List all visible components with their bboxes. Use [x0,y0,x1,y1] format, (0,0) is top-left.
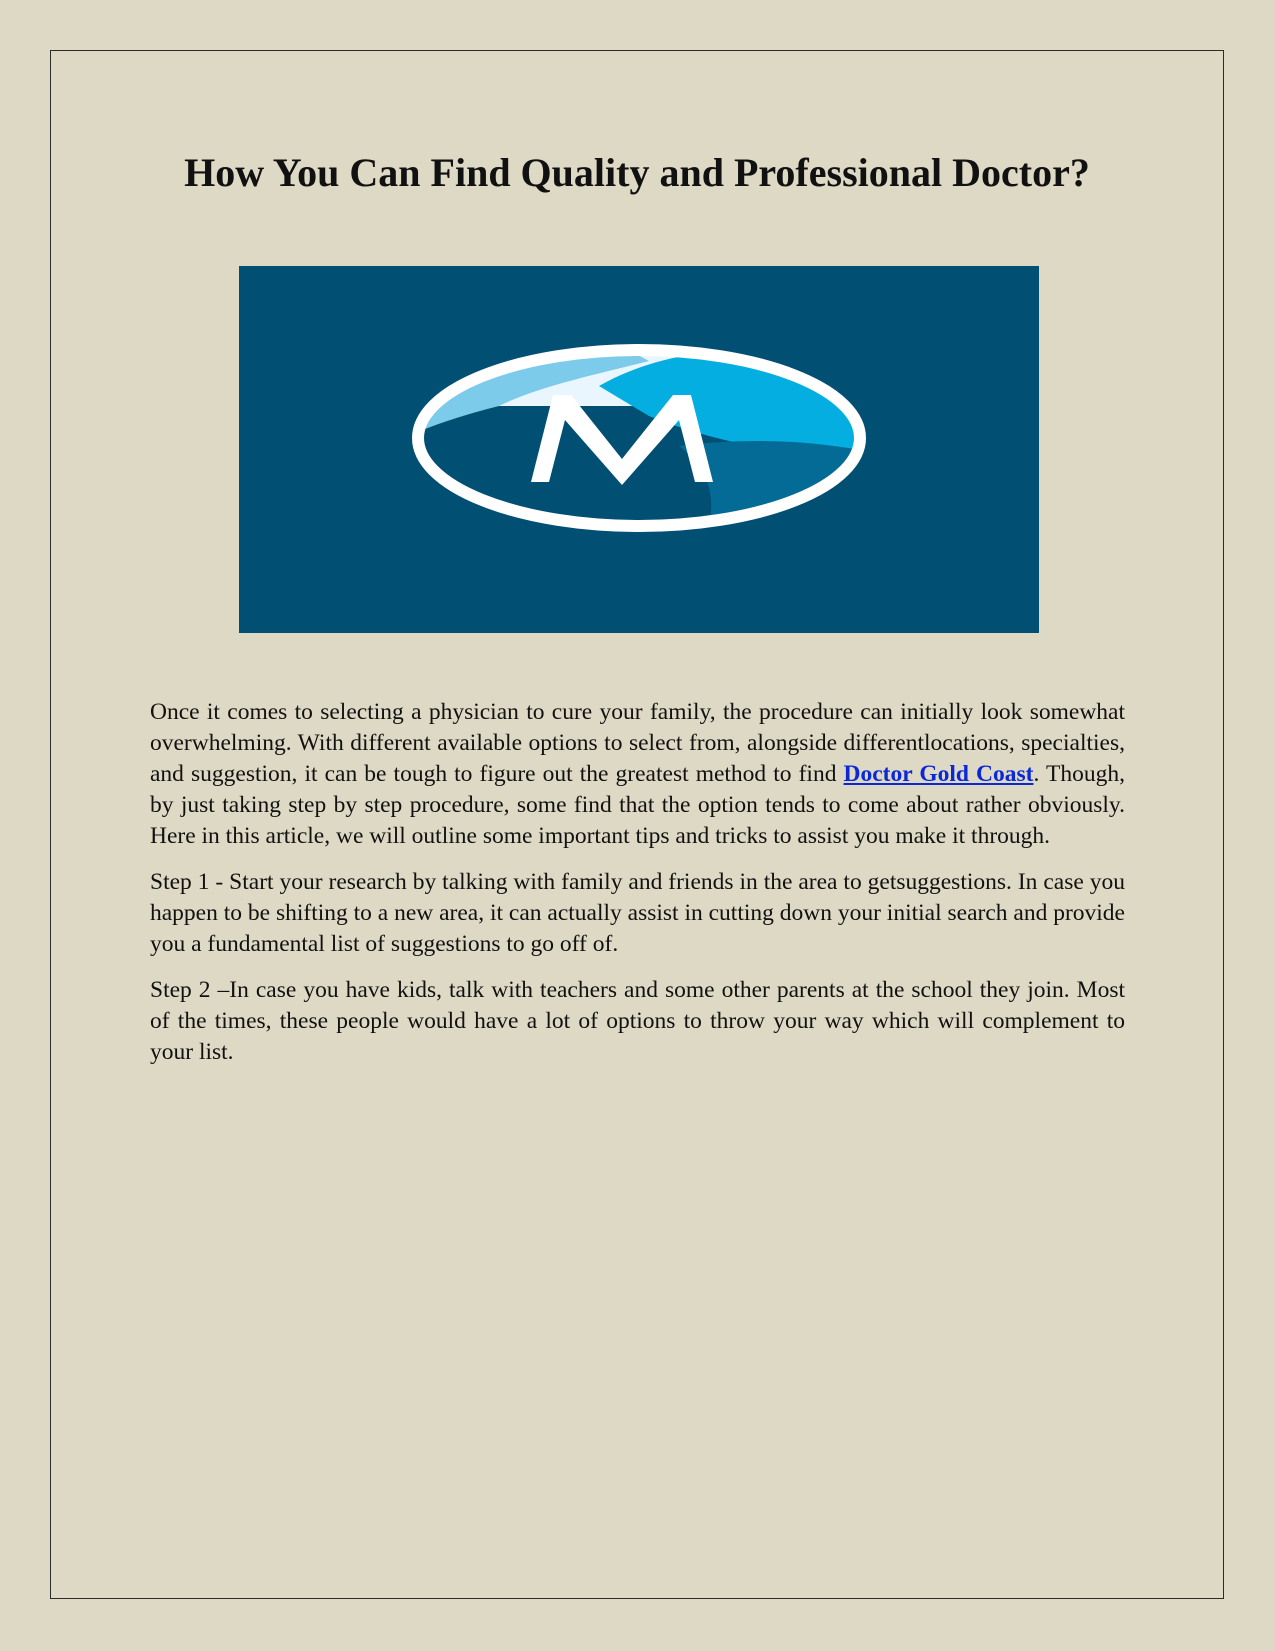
paragraph-intro [150,697,1125,852]
article-body [150,697,1125,1083]
paragraph-step-2: Step 2 –In case you have kids, talk with teachers and some other parents at the school they join. Most of the times, these people would have a lot of options to throw your way which will complement to your list. [150,977,1125,1065]
paragraph-step-1: Step 1 - Start your research by talking with family and friends in the area to getsuggestions. In case you happen to be shifting to a new area, it can actually assist in cutting down your initial search and provide you a fundamental list of suggestions to go off of. [150,869,1125,957]
medical-m-logo-icon [239,266,1039,633]
page-title: How You Can Find Quality and Professional Doctor? [184,150,1090,195]
paragraph-intro-text-after-link: . Though, by just taking step by step procedure, some find that the option tends to come about rather obviously. Here in this article, we will outline some important tips and tricks to assist you make it through. [150,761,1125,849]
paragraph-intro-text: Once it comes to selecting a physician to cure your family, the procedure can initially look somewhat overwhelming. With different available options to select from, alongside differentlocations, specialties, and suggestion, it can be tough to figure out the greatest method to find [150,699,1125,787]
doctor-gold-coast-link[interactable]: Doctor Gold Coast [843,761,1034,787]
logo-banner [239,266,1039,633]
